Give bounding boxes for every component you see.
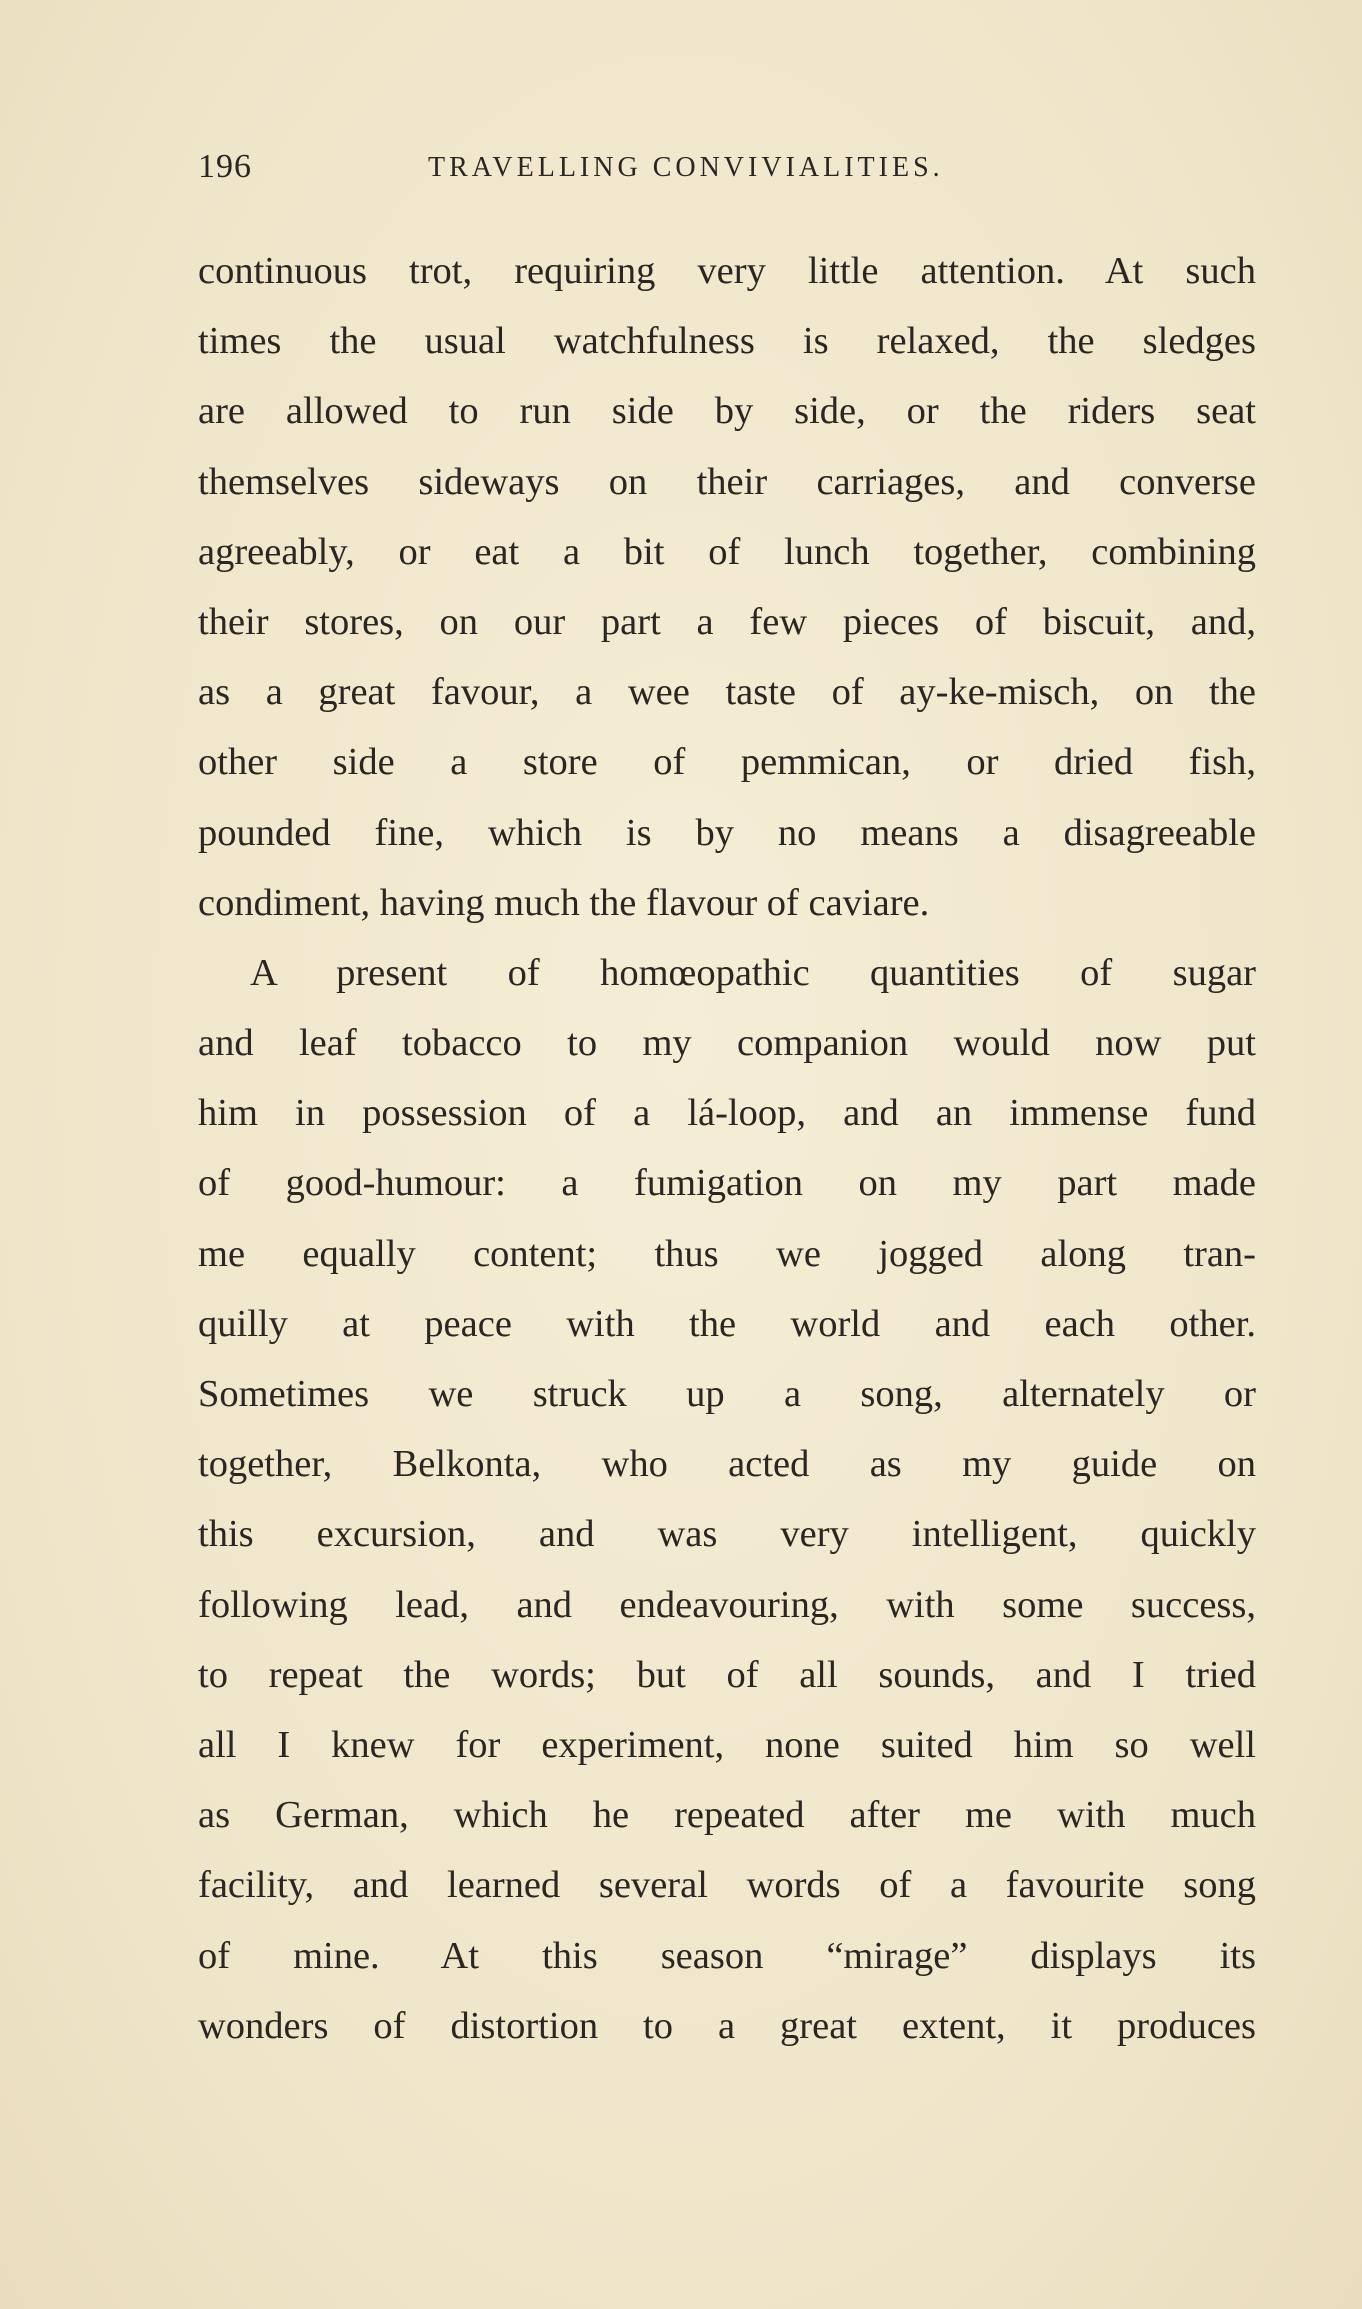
text-line: are allowed to run side by side, or the riders seat xyxy=(198,390,1256,433)
text-line: all I knew for experiment, none suited him so well xyxy=(198,1723,1256,1766)
text-line: as German, which he repeated after me with much xyxy=(198,1794,1256,1837)
text-line: of mine. At this season “mirage” displays its xyxy=(198,1934,1256,1977)
text-line: this excursion, and was very intelligent, quickly xyxy=(198,1513,1256,1556)
text-line: agreeably, or eat a bit of lunch together, combining xyxy=(198,530,1256,573)
running-title: TRAVELLING CONVIVIALITIES. xyxy=(428,152,944,183)
text-line: condiment, having much the flavour of caviare. xyxy=(198,881,930,924)
text-line: me equally content; thus we jogged along tran- xyxy=(198,1232,1256,1275)
text-line: of good-humour: a fumigation on my part made xyxy=(198,1162,1256,1205)
text-line: following lead, and endeavouring, with some success, xyxy=(198,1583,1256,1626)
text-line: continuous trot, requiring very little attention. At such xyxy=(198,250,1256,292)
text-line: facility, and learned several words of a favourite song xyxy=(198,1864,1256,1907)
text-line: Sometimes we struck up a song, alternately or xyxy=(198,1373,1256,1415)
text-line: wonders of distortion to a great extent, it produces xyxy=(198,2004,1256,2047)
text-line: times the usual watchfulness is relaxed, the sledges xyxy=(198,320,1256,363)
text-line-paragraph-start: A present of homœopathic quantities of sugar xyxy=(250,951,1256,994)
text-line: together, Belkonta, who acted as my guide on xyxy=(198,1443,1256,1486)
text-line: as a great favour, a wee taste of ay-ke-misch, on the xyxy=(198,671,1256,714)
text-line: and leaf tobacco to my companion would now put xyxy=(198,1022,1256,1065)
text-line: themselves sideways on their carriages, and converse xyxy=(198,460,1256,503)
text-line: quilly at peace with the world and each other. xyxy=(198,1302,1256,1345)
text-line: other side a store of pemmican, or dried fish, xyxy=(198,741,1256,784)
text-line: pounded fine, which is by no means a disagreeable xyxy=(198,811,1256,854)
page-number: 196 xyxy=(198,148,252,185)
text-line: to repeat the words; but of all sounds, and I tried xyxy=(198,1653,1256,1696)
text-line: him in possession of a lá-loop, and an immense fund xyxy=(198,1092,1256,1135)
page-header xyxy=(198,148,1258,192)
text-line: their stores, on our part a few pieces of biscuit, and, xyxy=(198,600,1256,643)
body-text xyxy=(198,236,1256,2061)
